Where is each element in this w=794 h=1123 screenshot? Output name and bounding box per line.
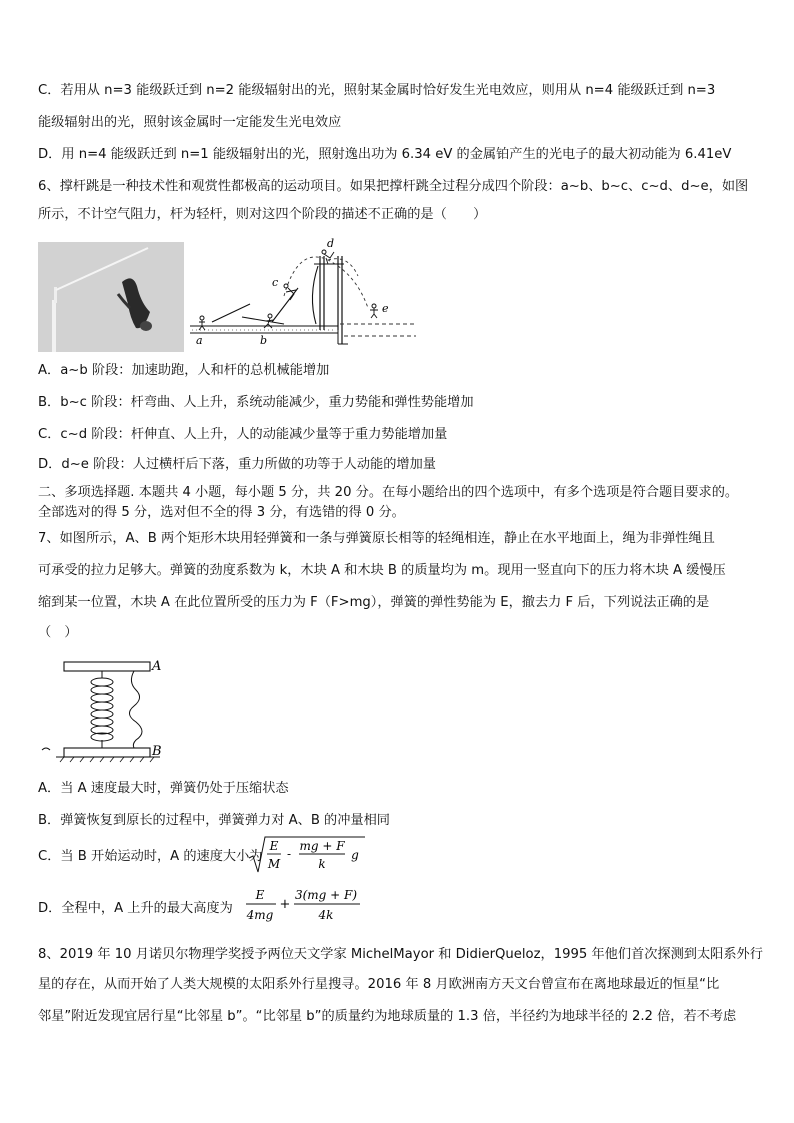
q7-stem-line-3: 缩到某一位置，木块 A 在此位置所受的压力为 F（F>mg），弹簧的弹性势能为 E，撤去力 F 后，下列说法正确的是 [38,595,710,610]
formula-d-num1: E [255,888,265,902]
label-block-a: A [152,659,162,674]
q8-stem-line-1: 8、2019 年 10 月诺贝尔物理学奖授予两位天文学家 MichelMayor 和 DidierQueloz，1995 年他们首次探测到太阳系外行 [38,947,763,962]
formula-c-g: g [351,848,359,862]
formula-d-den2: 4k [318,908,334,922]
formula-c-num2: mg + F [299,839,345,853]
q6-option-a: A．a~b 阶段：加速助跑，人和杆的总机械能增加 [38,363,330,378]
label-c: c [272,276,279,289]
section-2-header-line-2: 全部选对的得 5 分，选对但不全的得 3 分，有选错的得 0 分。 [38,505,405,520]
q6-option-c: C．c~d 阶段：杆伸直、人上升，人的动能减少量等于重力势能增加量 [38,427,448,442]
q7-option-d-formula [242,884,366,926]
formula-d-plus: + [279,897,291,912]
section-2-header-line-1: 二、多项选择题. 本题共 4 小题，每小题 5 分，共 20 分。在每小题给出的四个选项中，有多个选项是符合题目要求的。 [38,485,739,500]
q5-option-c-line-1: C．若用从 n=3 能级跃迁到 n=2 能级辐射出的光，照射某金属时恰好发生光电效应，则用从 n=4 能级跃迁到 n=3 [38,83,716,98]
pole-vault-photo-drawing [38,242,184,352]
formula-c-m: M [267,857,281,871]
formula-d-den1: 4mg [246,908,274,922]
pole-vault-photo [38,242,184,352]
q7-option-c-sqrt-formula [247,834,377,876]
q6-stem-line-2: 所示，不计空气阻力，杆为轻杆，则对这四个阶段的描述不正确的是（ ） [38,207,487,222]
q5-option-c-line-2: 能级辐射出的光，照射该金属时一定能发生光电效应 [38,115,342,130]
q7-option-b: B．弹簧恢复到原长的过程中，弹簧弹力对 A、B 的冲量相同 [38,813,390,828]
q6-option-b: B．b~c 阶段：杆弯曲、人上升，系统动能减少，重力势能和弹性势能增加 [38,395,474,410]
q6-option-d: D．d~e 阶段：人过横杆后下落，重力所做的功等于人动能的增加量 [38,457,436,472]
q7-option-a: A．当 A 速度最大时，弹簧仍处于压缩状态 [38,781,289,796]
q7-option-d-prefix: D．全程中，A 上升的最大高度为 [38,901,233,916]
label-d: d [327,237,335,250]
label-a: a [196,334,203,347]
label-e: e [382,302,389,315]
q7-option-c-prefix: C．当 B 开始运动时，A 的速度大小为 [38,849,263,864]
formula-d-num2: 3(mg + F) [294,888,358,902]
q7-stem-line-2: 可承受的拉力足够大。弹簧的劲度系数为 k，木块 A 和木块 B 的质量均为 m。现用一竖直向下的压力将木块 A 缓慢压 [38,563,726,578]
formula-c-e: E [269,839,279,853]
q8-stem-line-2: 星的存在，从而开始了人类大规模的太阳系外行星搜寻。2016 年 8 月欧洲南方天文台曾宣布在离地球最近的恒星“比 [38,977,720,992]
spring-blocks-diagram [36,652,176,764]
q5-option-d: D．用 n=4 能级跃迁到 n=1 能级辐射出的光，照射逸出功为 6.34 eV 的金属铂产生的光电子的最大初动能为 6.41eV [38,147,732,162]
label-b: b [260,334,268,347]
pole-vault-diagram [188,236,418,348]
formula-c-den2: k [318,857,326,871]
q8-stem-line-3: 邻星”附近发现宜居行星“比邻星 b”。“比邻星 b”的质量约为地球质量的 1.3 倍，半径约为地球半径的 2.2 倍，若不考虑 [38,1009,737,1024]
q6-stem-line-1: 6、撑杆跳是一种技术性和观赏性都极高的运动项目。如果把撑杆跳全过程分成四个阶段：a~b、b~c、c~d、d~e，如图 [38,179,749,194]
q7-stem-line-1: 7、如图所示，A、B 两个矩形木块用轻弹簧和一条与弹簧原长相等的轻绳相连，静止在水平地面上，绳为非弹性绳且 [38,531,715,546]
q7-stem-line-4: （ ） [38,625,78,640]
formula-c-minus: - [286,847,292,861]
label-block-b: B [152,744,162,759]
